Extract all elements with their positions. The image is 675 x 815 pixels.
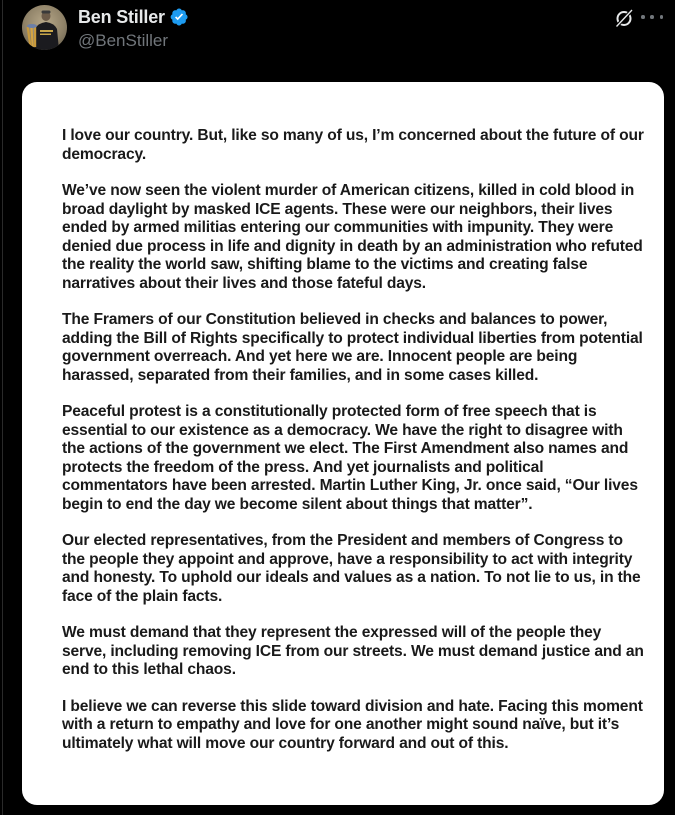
avatar[interactable] [22,5,67,50]
timeline-divider [2,0,3,815]
statement-paragraph: Our elected representatives, from the President and members of Congress to the people they appoint and approve, have a responsibility to act with integrity and honesty. To uphold our ideals and values as a nation. To not lie to us, in the face of the plain facts. [62,532,641,605]
more-options-button[interactable] [641,10,663,24]
statement-paragraph: I believe we can reverse this slide toward division and hate. Facing this moment with a return to empathy and love for one another might sound naïve, but it’s ultimately what will move our country forward and out of this. [62,697,643,752]
statement-paragraph: The Framers of our Constitution believed in checks and balances to power, adding the Bill of Rights specifically to protect individual liberties from potential government overreach. And yet here we are. Innocent people are being harassed, separated from their families, and in some cases killed. [62,311,643,384]
profile-photo-icon [22,5,67,50]
grok-button[interactable] [613,7,635,29]
statement-paragraph: We’ve now seen the violent murder of American citizens, killed in cold blood in broad daylight by masked ICE agents. These were our neighbors, their lives ended by armed militias entering our communities with impunity. They were denied due process in life and dignity in death by an administration who refuted the reality the world saw, shifting blame to the victims and creating false narratives about their lives and those fateful days. [62,182,643,292]
grok-icon [613,7,635,29]
display-name[interactable]: Ben Stiller [78,6,165,27]
post-header [0,0,675,60]
more-options-icon [660,15,664,19]
author-info [78,6,189,51]
statement-paragraph: Peaceful protest is a constitutionally protected form of free speech that is essential to our existence as a democracy. We have the right to disagree with the actions of the government we elect. The First Amendment also names and protects the freedom of the press. And yet journalists and political commentators have been arrested. Martin Luther King, Jr. once said, “Our lives begin to end the day we become silent about things that matter”. [62,403,638,513]
verified-badge-icon [169,7,189,27]
statement-paragraph: I love our country. But, like so many of us, I’m concerned about the future of our democracy. [62,127,644,163]
more-options-icon [650,15,654,19]
statement-image[interactable] [22,82,664,805]
statement-paragraph: We must demand that they represent the expressed will of the people they serve, including removing ICE from our streets. We must demand justice and an end to this lethal chaos. [62,624,644,678]
handle[interactable]: @BenStiller [78,31,169,50]
more-options-icon [641,15,645,19]
